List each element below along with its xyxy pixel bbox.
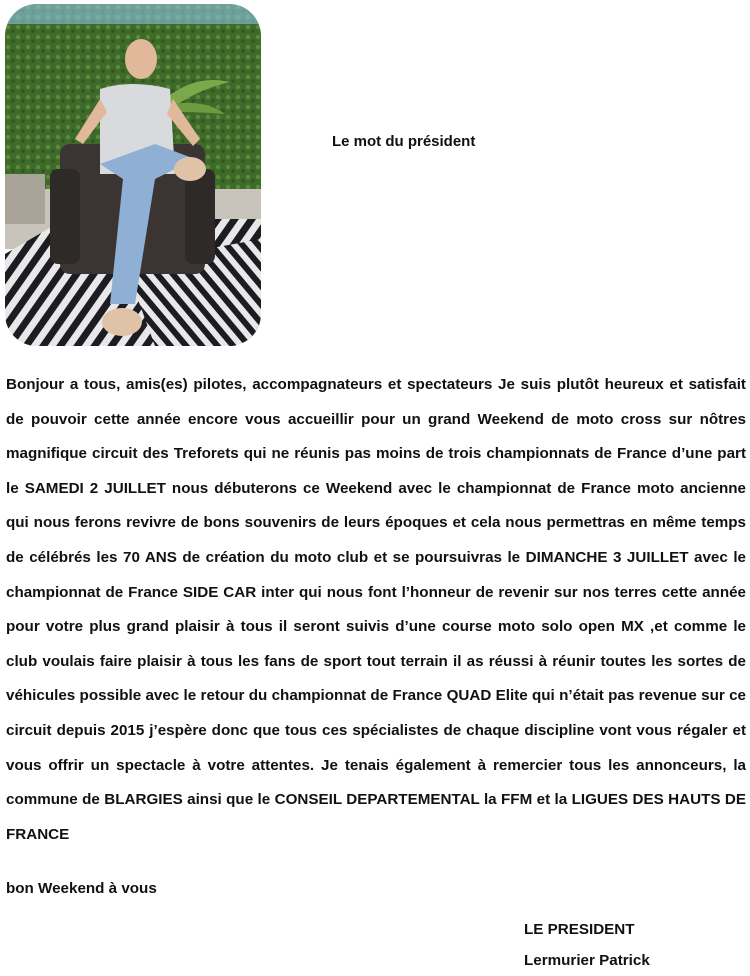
signature-title: LE PRESIDENT (524, 921, 635, 938)
closing-line: bon Weekend à vous (6, 880, 157, 897)
signature-name: Lermurier Patrick (524, 952, 650, 969)
head (125, 39, 157, 79)
presidents-message: Bonjour a tous, amis(es) pilotes, accompagnateurs et spectateurs Je suis plutôt heureux et satisfait de pouvoir cette année encore vous accueillir pour un grand Weekend de moto cross sur nôtres magnifique circuit des Treforets qui ne réunis pas moins de trois championnats de France d’une part le SAMEDI 2 JUILLET nous débuterons ce Weekend avec le championnat de France moto ancienne qui nous ferons revivre de bons souvenirs de leurs époques et cela nous permettras en même temps de célébrés les 70 ANS de création du moto club et se poursuivras le DIMANCHE 3 JUILLET avec le championnat de France SIDE CAR inter qui nous font l’honneur de revenir sur nos terres cette année pour votre plus grand plaisir à tous il seront suivis d’une course moto solo open MX ,et comme le club voulais faire plaisir à tous les fans de sport tout terrain il as réussi à réunir toutes les sortes de véhicules possible avec le retour du championnat de France QUAD Elite qui n’était pas revenue sur ce circuit depuis 2015 j’espère donc que tous ces spécialistes de chaque discipline vont vous régaler et vous offrir un spectacle à votre attentes. Je tenais également à remercier tous les annonceurs, la commune de BLARGIES ainsi que le CONSEIL DEPARTEMENTAL la FFM et la LIGUES DES HAUTS DE FRANCE (6, 376, 746, 843)
signature-block (524, 914, 650, 976)
page-title: Le mot du président (332, 133, 476, 150)
president-photo (5, 4, 261, 346)
shoe (102, 308, 142, 336)
